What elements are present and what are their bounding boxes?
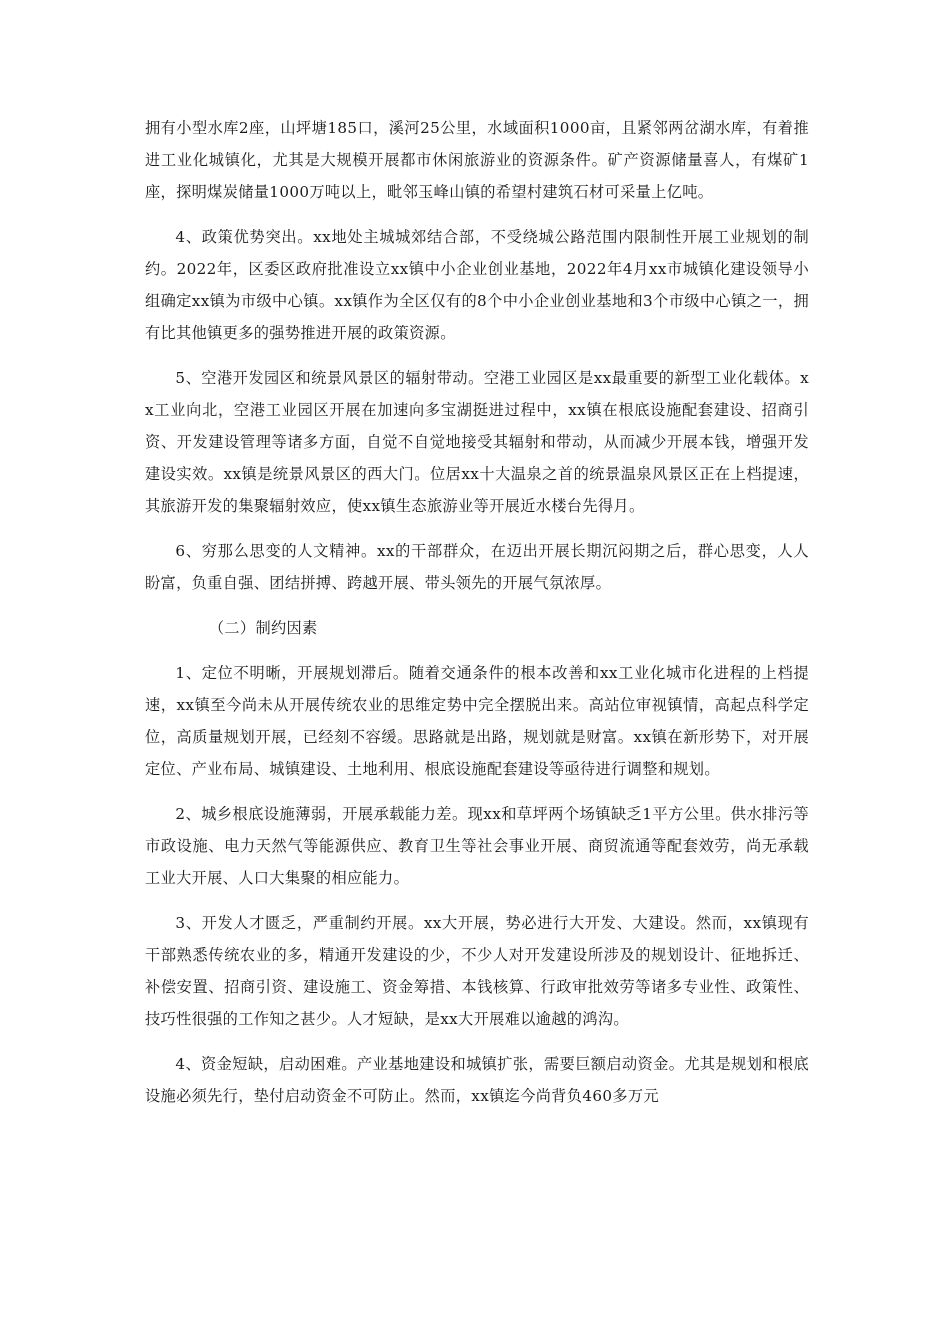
paragraph-resources-continued: 拥有小型水库2座，山坪塘185口，溪河25公里，水域面积1000亩，且紧邻两岔湖水库，有着推进工业化城镇化，尤其是大规模开展都市休闲旅游业的资源条件。矿产资源储量喜人，有煤矿1座，探明煤炭储量1000万吨以上，毗邻玉峰山镇的希望村建筑石材可采量上亿吨。 — [145, 119, 809, 201]
paragraph-funding-shortage: 4、资金短缺，启动困难。产业基地建设和城镇扩张，需要巨额启动资金。尤其是规划和根底设施必须先行，垫付启动资金不可防止。然而，xx镇迄今尚背负460多万元 — [145, 1055, 809, 1105]
section-heading-constraints: （二）制约因素 — [208, 619, 318, 637]
paragraph-unclear-positioning: 1、定位不明晰，开展规划滞后。随着交通条件的根本改善和xx工业化城市化进程的上档提速，xx镇至今尚未从开展传统农业的思维定势中完全摆脱出来。高站位审视镇情，高起点科学定位，高质量规划开展，已经刻不容缓。思路就是出路，规划就是财富。xx镇在新形势下，对开展定位、产业布局、城镇建设、土地利用、根底设施配套建设等亟待进行调整和规划。 — [145, 664, 809, 778]
paragraph-humanistic-spirit: 6、穷那么思变的人文精神。xx的干部群众，在迈出开展长期沉闷期之后，群心思变，人人盼富，负重自强、团结拼搏、跨越开展、带头领先的开展气氛浓厚。 — [145, 542, 809, 592]
paragraph-policy-advantage: 4、政策优势突出。xx地处主城城郊结合部，不受绕城公路范围内限制性开展工业规划的制约。2022年，区委区政府批准设立xx镇中小企业创业基地，2022年4月xx市城镇化建设领导小组确定xx镇为市级中心镇。xx镇作为全区仅有的8个中小企业创业基地和3个市级中心镇之一，拥有比其他镇更多的强势推进开展的政策资源。 — [145, 228, 809, 342]
document-page — [145, 112, 809, 1112]
paragraph-airport-park-radiation: 5、空港开发园区和统景风景区的辐射带动。空港工业园区是xx最重要的新型工业化载体。xx工业向北，空港工业园区开展在加速向多宝湖挺进过程中，xx镇在根底设施配套建设、招商引资、开发建设管理等诸多方面，自觉不自觉地接受其辐射和带动，从而减少开展本钱，增强开发建设实效。xx镇是统景风景区的西大门。位居xx十大温泉之首的统景温泉风景区正在上档提速，其旅游开发的集聚辐射效应，使xx镇生态旅游业等开展近水楼台先得月。 — [145, 369, 809, 515]
paragraph-talent-shortage: 3、开发人才匮乏，严重制约开展。xx大开展，势必进行大开发、大建设。然而，xx镇现有干部熟悉传统农业的多，精通开发建设的少，不少人对开发建设所涉及的规划设计、征地拆迁、补偿安置、招商引资、建设施工、资金筹措、本钱核算、行政审批效劳等诸多专业性、政策性、技巧性很强的工作知之甚少。人才短缺，是xx大开展难以逾越的鸿沟。 — [145, 914, 809, 1028]
paragraph-weak-infrastructure: 2、城乡根底设施薄弱，开展承载能力差。现xx和草坪两个场镇缺乏1平方公里。供水排污等市政设施、电力天然气等能源供应、教育卫生等社会事业开展、商贸流通等配套效劳，尚无承载工业大开展、人口大集聚的相应能力。 — [145, 805, 809, 887]
